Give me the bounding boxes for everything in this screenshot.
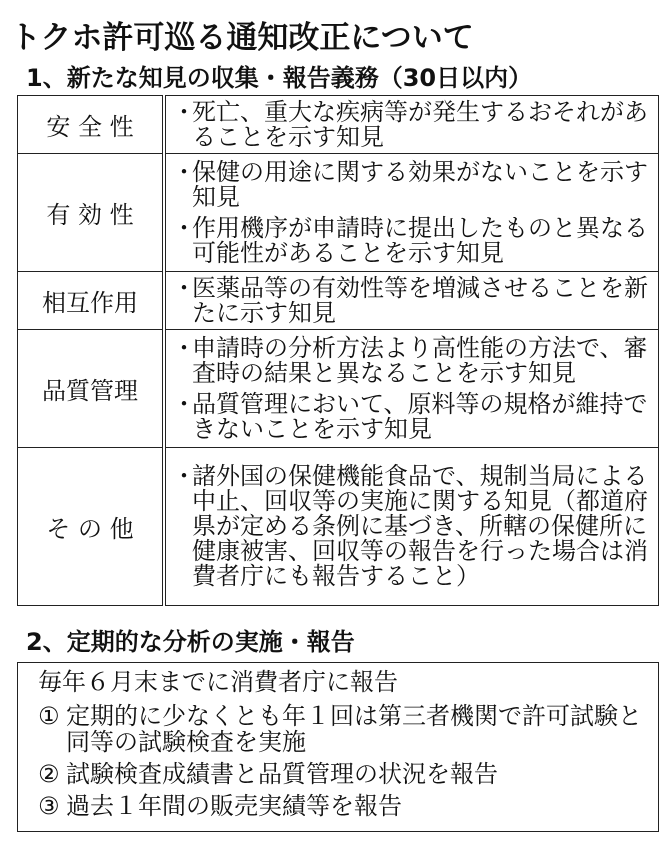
list-item: ② 試験検査成績書と品質管理の状況を報告 — [38, 760, 498, 788]
bullet-icon: ・ — [172, 389, 196, 418]
table-row — [18, 96, 659, 154]
table-row — [18, 448, 659, 606]
findings-table — [17, 95, 659, 606]
bullet-icon: ・ — [172, 333, 196, 362]
bullet-icon: ・ — [172, 97, 196, 126]
list-item: ・ 作用機序が申請時に提出したものと異なる可能性があることを示す知見 — [172, 213, 648, 267]
bullet-icon: ・ — [172, 213, 196, 242]
description-cell — [164, 330, 659, 448]
list-item: ・ 医薬品等の有効性等を増減させることを新たに示す知見 — [172, 273, 648, 327]
list-item: ③ 過去１年間の販売実績等を報告 — [38, 792, 402, 820]
section1-heading: 1、新たな知見の収集・報告義務（30日以内） — [26, 64, 533, 92]
list-item: ・ 諸外国の保健機能食品で、規制当局による中止、回収等の実施に関する知見（都道府県が定める条例に基づき、所轄の保健所に健康被害、回収等の報告を行った場合は消費者庁にも報告すること） — [172, 462, 648, 590]
category-cell: そ の 他 — [18, 448, 165, 606]
category-cell: 安 全 性 — [18, 96, 165, 154]
section2-heading: 2、定期的な分析の実施・報告 — [26, 628, 355, 656]
description-cell — [164, 96, 659, 154]
category-cell: 有 効 性 — [18, 154, 165, 272]
bullet-icon: ・ — [172, 273, 196, 302]
number-mark: ③ — [38, 792, 60, 820]
table-row — [18, 154, 659, 272]
table-row — [18, 272, 659, 330]
bullet-icon: ・ — [172, 157, 196, 186]
report-box — [17, 662, 659, 832]
category-cell: 品質管理 — [18, 330, 165, 448]
page-title: トクホ許可巡る通知改正について — [10, 20, 474, 56]
number-mark: ② — [38, 760, 60, 788]
list-item: ・ 保健の用途に関する効果がないことを示す知見 — [172, 157, 648, 211]
list-item: ・ 品質管理において、原料等の規格が維持できないことを示す知見 — [172, 389, 648, 443]
list-item: ① 定期的に少なくとも年１回は第三者機関で許可試験と同等の試験検査を実施 — [38, 702, 642, 756]
list-item: ・ 申請時の分析方法より高性能の方法で、審査時の結果と異なることを示す知見 — [172, 333, 648, 387]
number-mark: ① — [38, 702, 60, 730]
list-item: ・ 死亡、重大な疾病等が発生するおそれがあることを示す知見 — [172, 97, 648, 151]
bullet-icon: ・ — [172, 462, 196, 490]
category-cell: 相互作用 — [18, 272, 165, 330]
table-row — [18, 330, 659, 448]
report-lead: 毎年６月末までに消費者庁に報告 — [38, 668, 398, 696]
description-cell — [164, 154, 659, 272]
description-cell — [164, 272, 659, 330]
description-cell — [164, 448, 659, 606]
